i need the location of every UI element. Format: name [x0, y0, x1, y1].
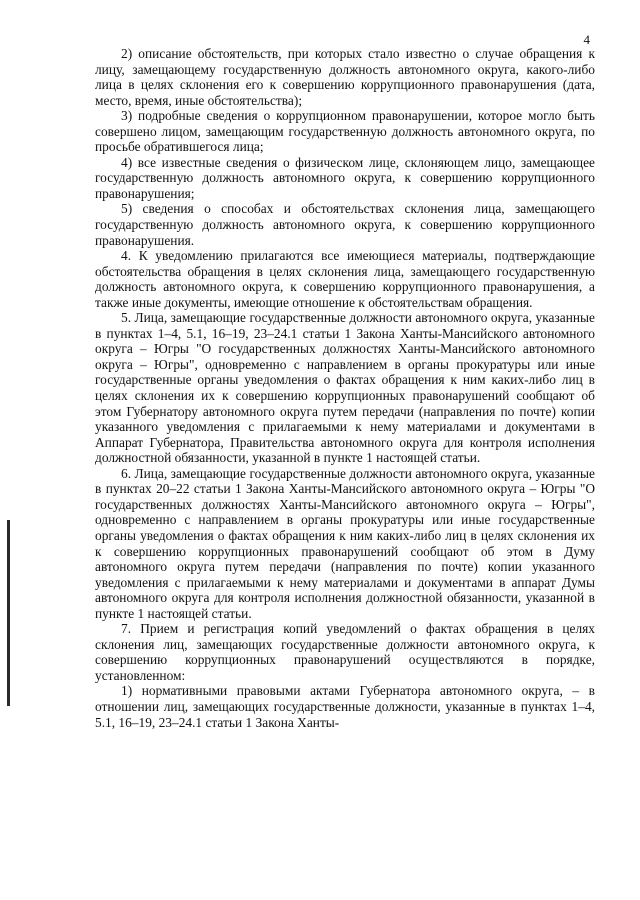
- paragraph-section-7: 7. Прием и регистрация копий уведомлений о фактах обращения в целях склонения лиц, замещающих государственные должности автономного округа, к совершению коррупционных правонарушений осуществляются в порядке, установленном:: [95, 621, 595, 683]
- paragraph-item-5: 5) сведения о способах и обстоятельствах склонения лица, замещающего государственную должность автономного округа, к совершению коррупционного правонарушения.: [95, 201, 595, 248]
- margin-mark: [7, 520, 10, 706]
- paragraph-section-6: 6. Лица, замещающие государственные должности автономного округа, указанные в пунктах 20–22 статьи 1 Закона Ханты-Мансийского автономного округа – Югры "О государственных должностях Ханты-Мансийского автономного округа – Югры", одновременно с направлением в органы прокуратуры или иные государственные органы уведомления о фактах обращения к ним каких-либо лиц в целях склонения их к совершению коррупционных правонарушений сообщают об этом в Думу автономного округа путем передачи (направления по почте) копии указанного уведомления с прилагаемыми к нему материалами и документами в аппарат Думы автономного округа для контроля исполнения должностной обязанности, указанной в пункте 1 настоящей статьи.: [95, 465, 595, 621]
- paragraph-section-4: 4. К уведомлению прилагаются все имеющиеся материалы, подтверждающие обстоятельства обращения в целях склонения лица, замещающего государственную должность автономного округа, к совершению коррупционного правонарушения, а также иные документы, имеющие отношение к обстоятельствам обращения.: [95, 248, 595, 310]
- document-body: [95, 46, 595, 730]
- page-number: 4: [583, 32, 590, 47]
- paragraph-item-4: 4) все известные сведения о физическом лице, склоняющем лицо, замещающее государственную должность автономного округа, к совершению коррупционного правонарушения;: [95, 154, 595, 201]
- paragraph-section-5: 5. Лица, замещающие государственные должности автономного округа, указанные в пунктах 1–4, 5.1, 16–19, 23–24.1 статьи 1 Закона Ханты-Мансийского автономного округа – Югры "О государственных должностях Ханты-Мансийского автономного округа – Югры", одновременно с направлением в органы прокуратуры или иные государственные органы уведомления о фактах обращения к ним каких-либо лиц в целях склонения их к совершению коррупционных правонарушений сообщают об этом Губернатору автономного округа путем передачи (направления по почте) копии указанного уведомления с прилагаемыми к нему материалами и документами в Аппарат Губернатора, Правительства автономного округа для контроля исполнения должностной обязанности, указанной в пункте 1 настоящей статьи.: [95, 310, 595, 466]
- paragraph-item-3: 3) подробные сведения о коррупционном правонарушении, которое могло быть совершено лицом, замещающим государственную должность автономного округа, по просьбе обратившегося лица;: [95, 108, 595, 155]
- paragraph-item-2: 2) описание обстоятельств, при которых стало известно о случае обращения к лицу, замещающему государственную должность автономного округа, какого-либо лица в целях склонения его к совершению коррупционного правонарушения (дата, место, время, иные обстоятельства);: [95, 46, 595, 108]
- paragraph-subitem-1: 1) нормативными правовыми актами Губернатора автономного округа, – в отношении лиц, замещающих государственные должности, указанные в пунктах 1–4, 5.1, 16–19, 23–24.1 статьи 1 Закона Ханты-: [95, 683, 595, 730]
